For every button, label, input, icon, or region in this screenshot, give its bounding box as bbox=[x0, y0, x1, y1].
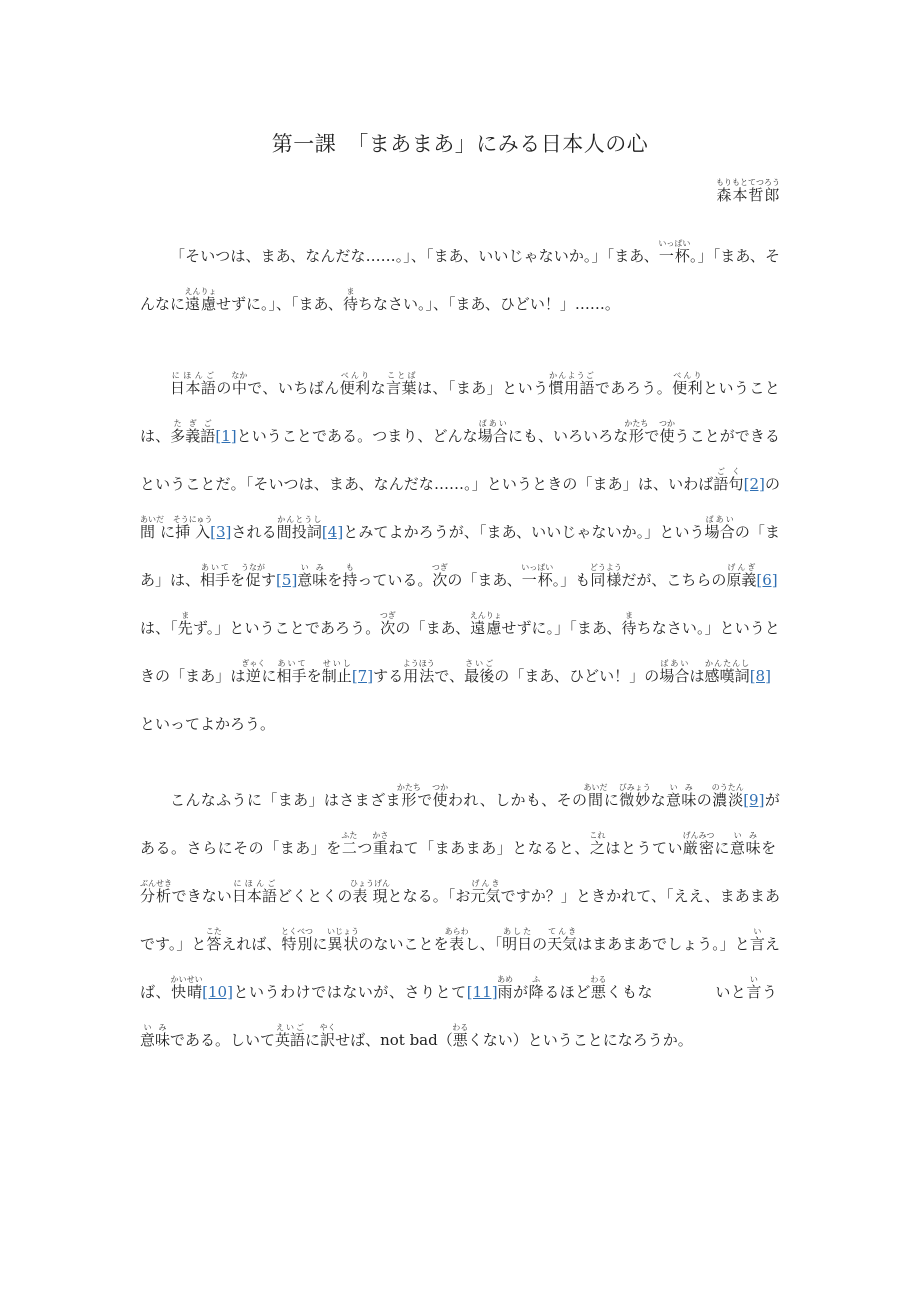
ruby-word: 次つぎ bbox=[379, 611, 396, 637]
ruby-word: 悪わる bbox=[590, 975, 607, 1001]
ruby-word: 濃淡のうたん bbox=[711, 783, 744, 809]
footnote-link-7[interactable]: [7] bbox=[351, 667, 374, 685]
ruby-word: 使つか bbox=[658, 419, 675, 445]
ruby-word: 微妙びみょう bbox=[618, 783, 651, 809]
ruby-word: 相手あいて bbox=[200, 563, 231, 589]
ruby-word: 日本語にほんご bbox=[231, 879, 278, 905]
ruby-word: 使つか bbox=[432, 783, 449, 809]
footnote-link-9[interactable]: [9] bbox=[743, 791, 765, 809]
ruby-word: 悪わる bbox=[452, 1023, 469, 1049]
paragraph-1: 「そいつは、まあ、なんだな……。」、「まあ、いいじゃないか。」「まあ、一杯いっぱい。」「まあ、そんなに遠慮えんりょせずに。」、「まあ、待まちなさい。」、「まあ、ひどい！」……。 bbox=[140, 239, 780, 313]
footnote-link-3[interactable]: [3] bbox=[210, 523, 232, 541]
ruby-word: 特別とくべつ bbox=[280, 927, 313, 953]
ruby-word: 一杯いっぱい bbox=[521, 563, 554, 589]
footnote-link-11[interactable]: [11] bbox=[466, 983, 498, 1001]
ruby-word: 多義語たぎご bbox=[170, 419, 216, 445]
author-ruby: 森本哲郎もりもとてつろう bbox=[716, 178, 780, 204]
ruby-word: 間あいだ bbox=[583, 783, 608, 809]
ruby-word: 之これ bbox=[589, 831, 606, 857]
ruby-word: 相手あいて bbox=[276, 659, 307, 685]
ruby-word: 意味いみ bbox=[666, 783, 697, 809]
ruby-word: 語句ごく bbox=[713, 467, 744, 493]
ruby-word: 異状いじょう bbox=[327, 927, 359, 953]
ruby-word: 待ま bbox=[342, 287, 358, 313]
paragraph-2: 日本語にほんごの中なかで、いちばん便利べんりな言葉ことばは、「まあ」という慣用語かんようごであろう。便利べんりということは、多義語たぎご[1]ということである。つまり、どんな場合ばあいにも、いろいろな形かたちで使つかうことができるということだ。「そいつは、まあ、なんだな……。」というときの「まあ」は、いわば語句ごく[2]の間あいだに挿入そうにゅう[3]される間投詞かんとうし[4]とみてよかろうが、「まあ、いいじゃないか。」という場合ばあいの「まあ」は、相手あいてを促うながす[5]意味いみを持もっている。次つぎの「まあ、一杯いっぱい。」も同様どうようだが、こちらの原義げんぎ[6]は、「先まず。」ということであろう。次つぎの「まあ、遠慮えんりょせずに。」「まあ、待まちなさい。」というときの「まあ」は逆ぎゃくに相手あいてを制止せいし[7]する用法ようほうで、最後さいごの「まあ、ひどい！」の場合ばあいは感嘆詞かんたんし[8]といってよかろう。 bbox=[140, 371, 780, 733]
ruby-word: 二ふた bbox=[341, 831, 358, 857]
ruby-word: 日本語にほんご bbox=[170, 371, 217, 397]
page-title: 第一課 「まあまあ」にみる日本人の心 bbox=[271, 132, 649, 156]
ruby-word: 原義げんぎ bbox=[726, 563, 757, 589]
footnote-link-10[interactable]: [10] bbox=[202, 983, 233, 1001]
ruby-word: 意味いみ bbox=[297, 563, 328, 589]
ruby-word: 慣用語かんようご bbox=[548, 371, 595, 397]
ruby-word: 挿入そうにゅう bbox=[172, 515, 213, 541]
ruby-word: 感嘆詞かんたんし bbox=[704, 659, 750, 685]
ruby-word: 場合ばあい bbox=[477, 419, 508, 445]
footnote-link-1[interactable]: [1] bbox=[215, 427, 237, 445]
footnote-link-5[interactable]: [5] bbox=[276, 571, 298, 589]
ruby-word: 場合ばあい bbox=[659, 659, 690, 685]
ruby-word: 快晴かいせい bbox=[170, 975, 203, 1001]
ruby-word: 先ま bbox=[177, 611, 193, 637]
ruby-word: 同様どうよう bbox=[589, 563, 622, 589]
ruby-word: 意味いみ bbox=[730, 831, 762, 857]
ruby-word: 便利べんり bbox=[339, 371, 371, 397]
ruby-word: 遠慮えんりょ bbox=[184, 287, 217, 313]
ruby-word: 便利べんり bbox=[672, 371, 704, 397]
ruby-word: 促うなが bbox=[241, 563, 266, 589]
ruby-word: 降ふ bbox=[528, 975, 545, 1001]
paragraph-3: こんなふうに「まあ」はさまざま形かたちで使つかわれ、しかも、その間あいだに微妙びみょうな意味いみの濃淡のうたん[9]がある。さらにその「まあ」を二ふたつ重かさねて「まあまあ」となると、之これはとうてい厳密げんみつに意味いみを分析ぶんせきできない日本語にほんごどくとくの表現ひょうげんとなる。「お元気げんきですか？」ときかれて、「ええ、まあまあです。」と答こたえれば、特別とくべつに異状いじょうのないことを表あらわし、「明日あしたの天気てんきはまあまあでしょう。」と言いえば、快晴かいせい[10]というわけではないが、さりとて[11]雨あめが降ふるほど悪わるくもな いと言いう意味いみである。しいて英語えいごに訳やくせば、not bad（悪わるくない）ということになろうか。 bbox=[140, 783, 780, 1049]
ruby-word: 答こた bbox=[205, 927, 222, 953]
ruby-word: 遠慮えんりょ bbox=[469, 611, 502, 637]
ruby-word: 持も bbox=[342, 563, 358, 589]
ruby-word: 逆ぎゃく bbox=[241, 659, 266, 685]
ruby-word: 形かたち bbox=[624, 419, 649, 445]
ruby-word: 間投詞かんとうし bbox=[276, 515, 322, 541]
ruby-word: 形かたち bbox=[396, 783, 421, 809]
footnote-link-8[interactable]: [8] bbox=[749, 667, 771, 685]
ruby-word: 表あらわ bbox=[444, 927, 469, 953]
ruby-word: 重かさ bbox=[372, 831, 389, 857]
ruby-word: 一杯いっぱい bbox=[658, 239, 691, 265]
ruby-word: 雨あめ bbox=[497, 975, 514, 1001]
footnote-link-2[interactable]: [2] bbox=[743, 475, 765, 493]
ruby-word: 中なか bbox=[231, 371, 248, 397]
footnote-link-6[interactable]: [6] bbox=[756, 571, 778, 589]
ruby-word: 明日あした bbox=[502, 927, 533, 953]
footnote-link-4[interactable]: [4] bbox=[321, 523, 344, 541]
ruby-word: 訳やく bbox=[319, 1023, 336, 1049]
ruby-word: 場合ばあい bbox=[704, 515, 735, 541]
ruby-word: 間あいだ bbox=[140, 515, 164, 541]
ruby-word: 待ま bbox=[621, 611, 637, 637]
ruby-word: 天気てんき bbox=[547, 927, 578, 953]
ruby-word: 意味いみ bbox=[140, 1023, 171, 1049]
ruby-word: 元気げんき bbox=[470, 879, 501, 905]
ruby-word: 厳密げんみつ bbox=[682, 831, 715, 857]
ruby-word: 言葉ことば bbox=[386, 371, 417, 397]
ruby-word: 分析ぶんせき bbox=[140, 879, 172, 905]
ruby-word: 用法ようほう bbox=[402, 659, 435, 685]
author-name bbox=[716, 178, 780, 205]
ruby-word: 次つぎ bbox=[431, 563, 448, 589]
ruby-word: 英語えいご bbox=[275, 1023, 306, 1049]
ruby-word: 言い bbox=[746, 975, 762, 1001]
ruby-word: 表現ひょうげん bbox=[349, 879, 390, 905]
ruby-word: 制止せいし bbox=[321, 659, 352, 685]
ruby-word: 最後さいご bbox=[464, 659, 495, 685]
ruby-word: 言い bbox=[749, 927, 765, 953]
